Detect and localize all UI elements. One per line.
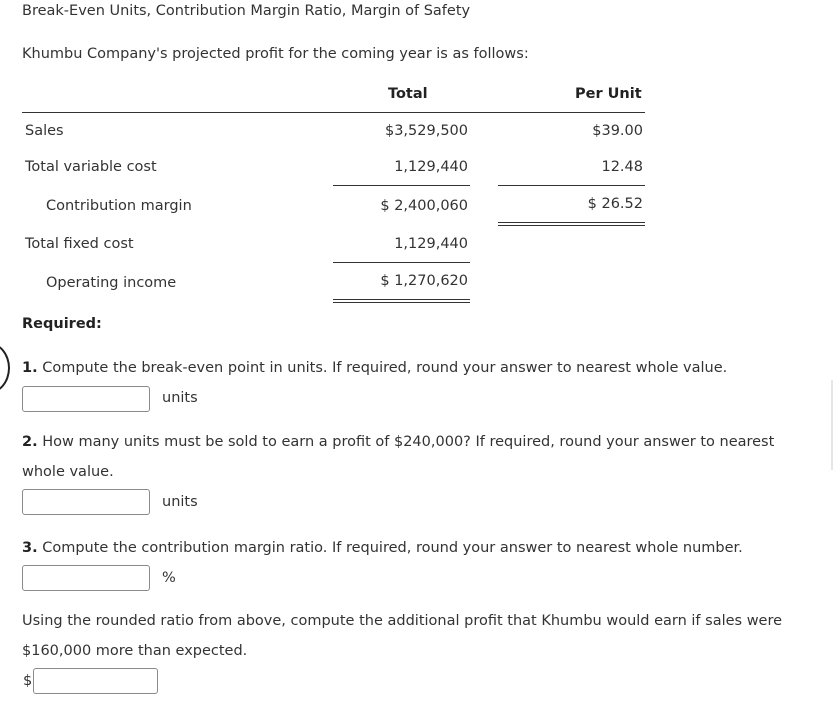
question-2-number: 2. — [22, 434, 38, 450]
row-label-sales: Sales — [25, 123, 64, 139]
subtotal-rule-total — [333, 185, 470, 186]
double-rule-bottom — [498, 225, 645, 226]
variable-cost-per-unit: 12.48 — [601, 159, 643, 175]
question-2-unit: units — [162, 494, 198, 510]
required-heading: Required: — [22, 316, 102, 332]
contribution-margin-per-unit: $ 26.52 — [587, 196, 643, 212]
question-1 — [22, 360, 727, 376]
variable-cost-total: 1,129,440 — [394, 159, 468, 175]
operating-income-total: $ 1,270,620 — [380, 273, 468, 289]
contribution-margin-ratio-input[interactable] — [22, 565, 150, 591]
row-label-variable-cost: Total variable cost — [25, 159, 157, 175]
subtotal-rule-per-unit — [498, 185, 645, 186]
double-rule-top — [498, 222, 645, 223]
question-3-number: 3. — [22, 540, 38, 556]
target-profit-units-input[interactable] — [22, 489, 150, 515]
question-4-text-line1: Using the rounded ratio from above, compute the additional profit that Khumbu would earn if sales were — [22, 613, 783, 629]
header-total: Total — [388, 86, 428, 102]
fixed-cost-rule — [333, 262, 470, 263]
question-2 — [22, 434, 774, 450]
question-1-text: Compute the break-even point in units. If required, round your answer to nearest whole value. — [42, 360, 728, 376]
row-label-fixed-cost: Total fixed cost — [25, 236, 134, 252]
sales-per-unit: $39.00 — [592, 123, 643, 139]
intro-text: Khumbu Company's projected profit for the coming year is as follows: — [22, 46, 529, 62]
sales-total: $3,529,500 — [384, 123, 468, 139]
row-label-contribution-margin: Contribution margin — [46, 198, 192, 214]
additional-profit-input[interactable] — [33, 668, 158, 694]
row-label-operating-income: Operating income — [46, 275, 177, 291]
question-3-text: Compute the contribution margin ratio. If required, round your answer to nearest whole number. — [42, 540, 743, 556]
question-1-number: 1. — [22, 360, 38, 376]
question-3-unit: % — [162, 570, 176, 586]
income-double-rule-top — [333, 299, 470, 300]
header-per-unit: Per Unit — [575, 86, 642, 102]
question-3 — [22, 540, 743, 556]
breakeven-units-input[interactable] — [22, 386, 150, 412]
page-title: Break-Even Units, Contribution Margin Ratio, Margin of Safety — [22, 3, 471, 19]
header-rule — [22, 112, 645, 113]
income-double-rule-bottom — [333, 302, 470, 303]
question-2-text-line1: How many units must be sold to earn a profit of $240,000? If required, round your answer to nearest — [42, 434, 775, 450]
question-1-unit: units — [162, 390, 198, 406]
fixed-cost-total: 1,129,440 — [394, 236, 468, 252]
question-4-text-line2: $160,000 more than expected. — [22, 643, 248, 659]
current-question-marker — [0, 342, 10, 394]
question-4-dollar-prefix: $ — [23, 673, 33, 689]
question-2-text-line2: whole value. — [22, 464, 114, 480]
contribution-margin-total: $ 2,400,060 — [380, 198, 468, 214]
